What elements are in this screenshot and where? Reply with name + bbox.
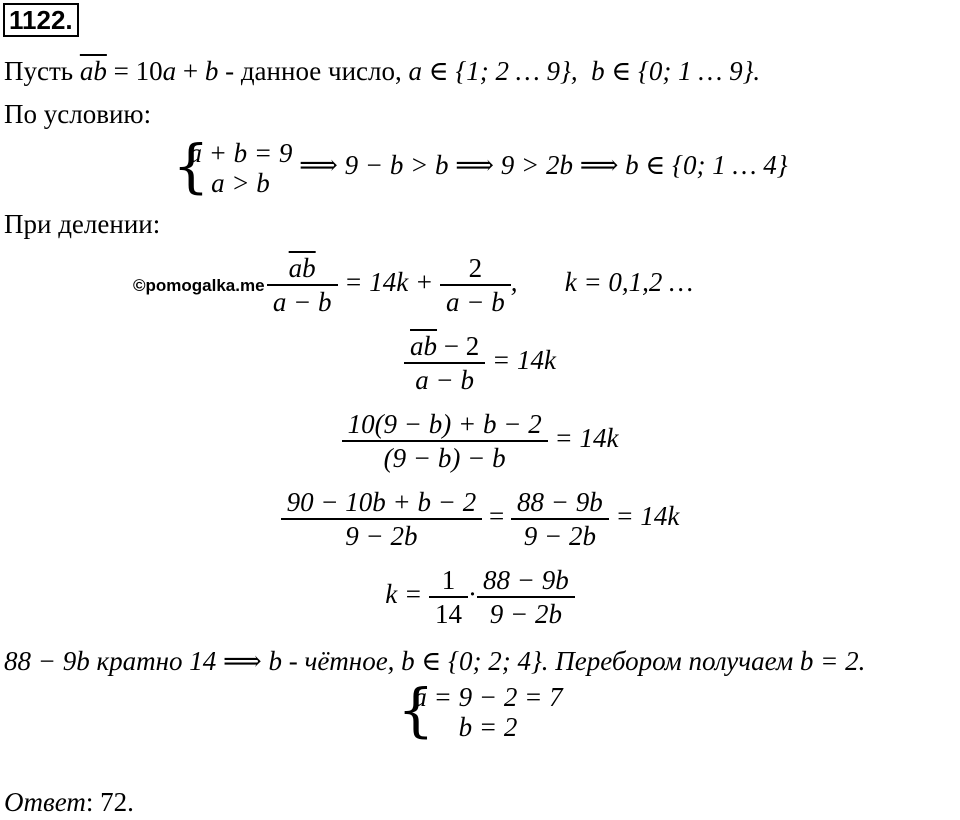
watermark: ©pomogalka.me xyxy=(133,276,265,295)
answer-line: Ответ: 72. xyxy=(4,787,134,817)
system-condition xyxy=(0,132,960,200)
equation-4: $\frac{90 - 10b + b - 2}{9 - 2b}$ = $\frac{88 - 9b}{9 - 2b}$ = 14k xyxy=(0,486,960,552)
system-result xyxy=(0,676,960,744)
equation-5: k = $\frac{1}{14}$ · $\frac{88 - 9b}{9 - 2b}$ xyxy=(0,564,960,630)
system-brace-2: { a = 9 − 2 = 7 b = 2 xyxy=(397,676,563,744)
equation-2: $\frac{\overline{ab} - 2}{a - b}$ = 14k xyxy=(0,330,960,396)
conclusion-line: 88 − 9b кратно 14 ⟹ b - чётное, b ∈ {0; 2; 4}. Перебором получаем b = 2. xyxy=(4,646,866,676)
division-label: При делении: xyxy=(4,209,161,239)
system-brace-1: { a + b = 9 a > b xyxy=(172,132,293,200)
intro-line: Пусть $\overline{ab} = 10a + b$ - данное число, a ∈ {1; 2 … 9}, b ∈ {0; 1 … 9}. xyxy=(4,56,761,86)
problem-number: 1122. xyxy=(3,3,79,37)
condition-label: По условию: xyxy=(4,99,152,129)
equation-3: $\frac{10(9 - b) + b - 2}{(9 - b) - b}$ = 14k xyxy=(0,408,960,474)
equation-1: $\frac{\overline{ab}}{a - b}$ = 14k + $\frac{2}{a - b}$ , k = 0,1,2 … xyxy=(0,252,960,318)
inequality-chain: ⟹ 9 − b > b ⟹ 9 > 2b ⟹ b ∈ {0; 1 … 4} xyxy=(299,150,788,181)
